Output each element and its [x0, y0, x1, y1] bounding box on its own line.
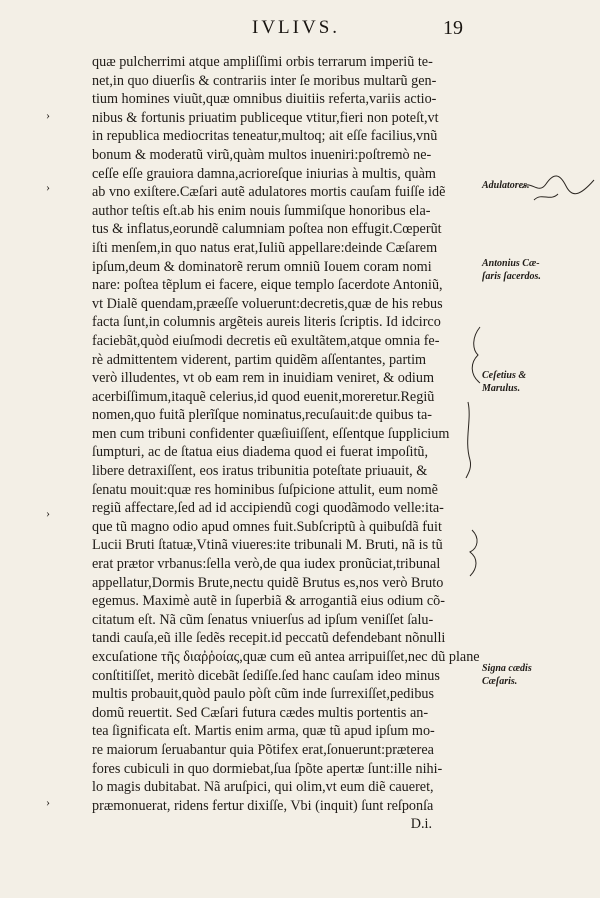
text-line: tea ſignificata eſt. Martis enim arma, quæ tũ apud ipſum mo-	[92, 723, 435, 740]
text-line: multis probauit,quòd paulo pòſt cũm inde ſurrexiſſet,pedibus	[92, 686, 435, 703]
margin-note-line: Ceſetius &	[482, 370, 527, 381]
margin-note-line: Marulus.	[482, 383, 521, 394]
handwritten-bracket-mark	[462, 528, 484, 578]
margin-note-cesetius	[482, 369, 526, 395]
text-line: in republica mediocritas teneatur,multoq; ait eſſe facilius,vnũ	[92, 128, 438, 145]
text-line: ſumpturi, ac de ſtatua eius diadema quod ei fuerat impoſitũ,	[92, 444, 429, 461]
text-line: faciebãt,quòd eiuſmodi decretis eũ exultãtem,atque omnia fe-	[92, 332, 440, 349]
running-head: IVLIVS.	[252, 17, 341, 38]
text-line: rè admittentem viderent, partim quidẽm aſſentantes, partim	[92, 351, 427, 368]
text-line: tium homines viuũt,quæ omnibus diuitiis referta,variis actio-	[92, 91, 437, 108]
text-line: acerbiſſimum,itaquẽ celerius,id quod euenit,moreretur.Regiũ	[92, 388, 435, 405]
handwritten-annotation-scribble	[520, 170, 596, 204]
text-line: men cum tribuni confidenter quæſiuiſſent, eſſentque ſupplicium	[92, 425, 450, 442]
text-line: ipſum,deum & dominatorẽ rerum omniũ Iouem coram nomi	[92, 258, 432, 275]
text-line: conſtitiſſet, meritò dicebãt ſediſſe.ſed hanc cauſam ideo minus	[92, 667, 440, 684]
text-line: vt Dialẽ quendam,præeſſe voluerunt:decretis,quæ de his rebus	[92, 295, 443, 312]
text-line: tus & inflatus,eorundẽ calumniam poſtea non effugit.Cœperũt	[92, 221, 442, 238]
text-line: regiũ affectare,ſed ad id accipiendũ cogi quodãmodo velle:ita-	[92, 500, 444, 517]
text-line: que tũ magno odio apud omnes fuit.Subſcriptũ à quibuſdã fuit	[92, 518, 442, 535]
margin-note-line: ſaris ſacerdos.	[482, 271, 541, 282]
ink-tick-mark: ›	[46, 108, 50, 122]
text-line: verò illudentes, vt ob eam rem in inuidiam veniret, & odium	[92, 370, 435, 387]
ink-tick-mark: ›	[46, 795, 50, 809]
text-line: nibus & fortunis priuatim publiceque vtitur,fieri non poteſt,vt	[92, 109, 439, 126]
handwritten-bracket-mark	[464, 325, 486, 385]
page-number: 19	[443, 17, 463, 39]
text-line: lo magis dubitabat. Nã aruſpici, qui olim,vt eum diẽ caueret,	[92, 779, 434, 796]
ink-tick-mark: ›	[46, 506, 50, 520]
text-line: egemus. Maximè autẽ in ſuperbiã & arrogantiã eius odium cõ-	[92, 593, 446, 610]
signature-mark: D.i.	[410, 816, 432, 833]
text-line: Lucii Bruti ſtatuæ,Vtinã viueres:ite tribunali M. Bruti, nã is tũ	[92, 537, 443, 554]
ink-tick-mark: ›	[46, 180, 50, 194]
margin-note-line: Adulatores.	[482, 180, 530, 191]
margin-note-signa	[482, 662, 532, 688]
text-line: quæ pulcherrimi atque ampliſſimi orbis terrarum imperiũ te-	[92, 54, 433, 70]
margin-note-line: Signa cædis	[482, 663, 532, 674]
margin-note-line: Antonius Cæ-	[482, 258, 540, 269]
text-line: ab vno exiſtere.Cæſari autẽ adulatores mortis cauſam fuiſſe idẽ	[92, 184, 446, 201]
text-line: nare: poſtea tẽplum ei facere, eique templo ſacerdote Antoniũ,	[92, 277, 443, 294]
text-line: excuſatione τῆς διαῤῥοίας,quæ cum eũ antea arripuiſſet,nec dũ plane	[92, 649, 480, 665]
text-line: re maiorum ſeruabantur quia Põtifex erat,ſonuerunt:præterea	[92, 741, 434, 758]
text-line: ceſſe eſſe grauiora damna,acrioreſque iniurias à multis, quàm	[92, 165, 436, 182]
text-line: ſenatu mouit:quæ res hominibus ſuſpicione attulit, eum nomẽ	[92, 481, 438, 498]
text-line: bonum & moderatũ virũ,quàm multos inueniri:poſtremò ne-	[92, 146, 432, 163]
text-line: tandi cauſa,eũ ille ſedẽs recepit.id peccatũ defendebant nõnulli	[92, 630, 446, 647]
text-line: citatum eſt. Nã cũm ſenatus vniuerſus ad ipſum veniſſet ſalu-	[92, 611, 434, 628]
main-text-block	[92, 53, 478, 834]
text-line: appellatur,Dormis Brute,nectu quidẽ Brutus es,nos verò Bruto	[92, 574, 444, 591]
text-line: fores cubiculi in quo dormiebat,ſua ſpõte apertæ ſunt:ille nihi-	[92, 760, 443, 777]
text-line: erat prætor vrbanus:ſella verò,de qua iudex pronũciat,tribunal	[92, 556, 441, 573]
text-line: iſti menſem,in quo natus erat,Iuliũ appellare:deinde Cæſarem	[92, 239, 438, 256]
text-line: domũ reuertit. Sed Cæſari futura cædes multis portentis an-	[92, 704, 429, 721]
handwritten-side-line	[460, 400, 476, 480]
text-line: nomen,quo fuitã plerĩſque nominatus,recuſauit:de quibus ta-	[92, 407, 433, 424]
margin-note-line: Cæſaris.	[482, 676, 518, 687]
text-line: præmonuerat, ridens fertur dixiſſe, Vbi (inquit) ſunt reſponſa	[92, 797, 434, 814]
text-line: libere detraxiſſent, eos iratus tribunitia poteſtate priuauit, &	[92, 463, 428, 480]
text-line: facta ſunt,in columnis argẽteis aureis literis ſcriptis. Id idcirco	[92, 314, 441, 331]
margin-note-antonius	[482, 257, 541, 283]
text-line: net,in quo diuerſis & contrariis inter ſe moribus multarũ gen-	[92, 72, 437, 89]
text-line: author teſtis eſt.ab his enim nouis ſummiſque honoribus ela-	[92, 202, 431, 219]
